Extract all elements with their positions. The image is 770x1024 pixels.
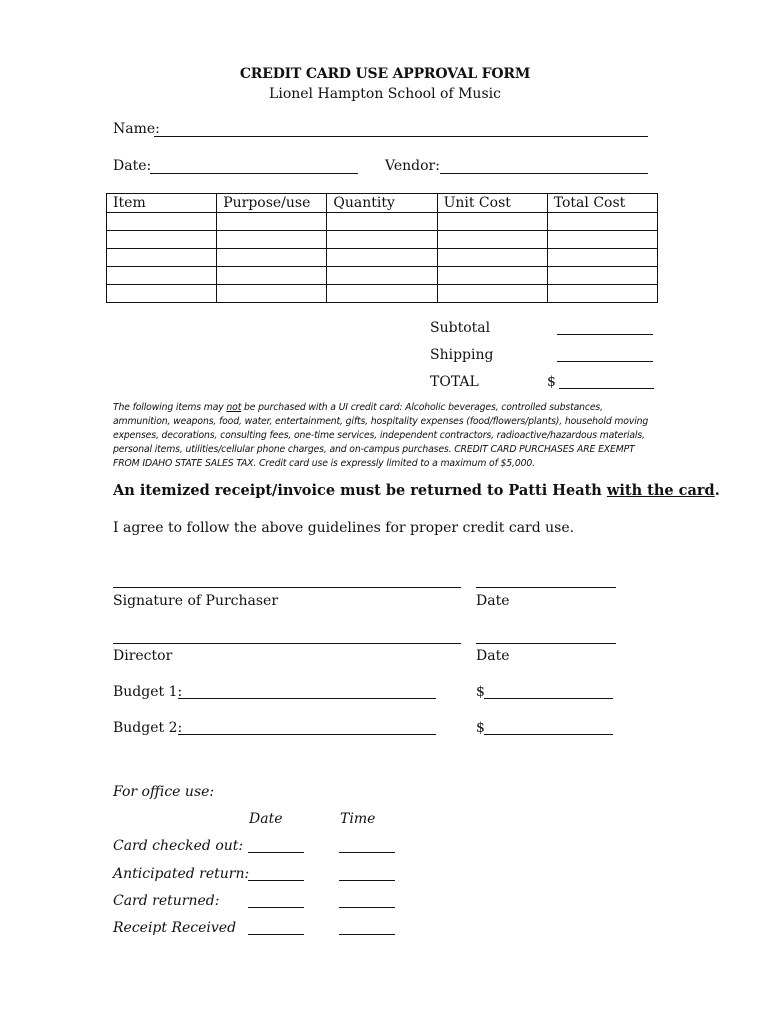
budget2-label: Budget 2:	[113, 720, 183, 736]
total-label: TOTAL	[430, 374, 479, 390]
director-date-label: Date	[476, 648, 510, 664]
card-returned-time-field[interactable]	[339, 907, 395, 908]
budget1-currency: $	[476, 684, 485, 700]
anticipated-return-date-field[interactable]	[248, 880, 304, 881]
card-checked-out-label: Card checked out:	[113, 838, 244, 854]
table-cell[interactable]	[107, 231, 217, 249]
not-emphasis: not	[226, 402, 242, 413]
column-header-quantity: Quantity	[327, 194, 437, 213]
receipt-received-time-field[interactable]	[339, 934, 395, 935]
table-cell[interactable]	[437, 285, 547, 303]
name-field[interactable]	[154, 136, 648, 137]
table-cell[interactable]	[547, 249, 657, 267]
table-cell[interactable]	[107, 249, 217, 267]
shipping-field[interactable]	[557, 361, 653, 362]
table-cell[interactable]	[217, 267, 327, 285]
column-header-unit-cost: Unit Cost	[437, 194, 547, 213]
table-cell[interactable]	[547, 267, 657, 285]
table-row	[107, 213, 658, 231]
table-cell[interactable]	[217, 285, 327, 303]
table-cell[interactable]	[437, 213, 547, 231]
column-header-item: Item	[107, 194, 217, 213]
column-header-total-cost: Total Cost	[547, 194, 657, 213]
receipt-received-label: Receipt Received	[113, 920, 237, 936]
table-cell[interactable]	[327, 285, 437, 303]
card-returned-label: Card returned:	[113, 893, 220, 909]
items-table	[106, 193, 658, 303]
form-title: CREDIT CARD USE APPROVAL FORM	[239, 66, 531, 82]
purchaser-signature-field[interactable]	[113, 587, 461, 588]
budget2-amount-field[interactable]	[484, 734, 613, 735]
table-cell[interactable]	[327, 213, 437, 231]
office-time-column: Time	[340, 811, 376, 827]
receipt-notice: An itemized receipt/invoice must be returned to Patti Heath with the card.	[113, 482, 720, 499]
anticipated-return-time-field[interactable]	[339, 880, 395, 881]
agreement-text: I agree to follow the above guidelines for proper credit card use.	[113, 520, 575, 536]
shipping-label: Shipping	[430, 347, 494, 363]
column-header-purpose: Purpose/use	[217, 194, 327, 213]
checked-out-time-field[interactable]	[339, 852, 395, 853]
table-header-row	[107, 194, 658, 213]
office-use-heading: For office use:	[113, 784, 215, 800]
table-row	[107, 249, 658, 267]
table-row	[107, 231, 658, 249]
table-cell[interactable]	[437, 249, 547, 267]
receipt-received-date-field[interactable]	[248, 934, 304, 935]
budget1-label: Budget 1:	[113, 684, 183, 700]
table-cell[interactable]	[327, 267, 437, 285]
subtotal-label: Subtotal	[430, 320, 491, 336]
anticipated-return-label: Anticipated return:	[113, 866, 250, 882]
budget1-amount-field[interactable]	[484, 698, 613, 699]
purchaser-signature-label: Signature of Purchaser	[113, 593, 279, 609]
table-cell[interactable]	[217, 231, 327, 249]
table-row	[107, 285, 658, 303]
table-cell[interactable]	[107, 285, 217, 303]
subtotal-field[interactable]	[557, 334, 653, 335]
director-date-field[interactable]	[476, 643, 616, 644]
purchaser-date-label: Date	[476, 593, 510, 609]
table-cell[interactable]	[107, 267, 217, 285]
table-cell[interactable]	[547, 285, 657, 303]
office-date-column: Date	[249, 811, 283, 827]
form-subtitle: Lionel Hampton School of Music	[269, 86, 501, 102]
with-card-emphasis: with the card	[606, 482, 715, 499]
checked-out-date-field[interactable]	[248, 852, 304, 853]
date-field[interactable]	[150, 173, 358, 174]
director-signature-field[interactable]	[113, 643, 461, 644]
card-returned-date-field[interactable]	[248, 907, 304, 908]
purchaser-date-field[interactable]	[476, 587, 616, 588]
date-label: Date:	[113, 158, 152, 174]
budget2-field[interactable]	[178, 734, 436, 735]
table-cell[interactable]	[327, 249, 437, 267]
table-cell[interactable]	[217, 249, 327, 267]
table-cell[interactable]	[327, 231, 437, 249]
vendor-field[interactable]	[440, 173, 648, 174]
table-cell[interactable]	[547, 231, 657, 249]
budget2-currency: $	[476, 720, 485, 736]
table-row	[107, 267, 658, 285]
name-label: Name:	[113, 121, 160, 137]
director-label: Director	[113, 648, 173, 664]
total-currency: $	[547, 374, 556, 390]
table-cell[interactable]	[547, 213, 657, 231]
guidelines-text: The following items may not be purchased with a UI credit card: Alcoholic beverages, controlled substances, ammunition, weapons, food, water, entertainment, gifts, hospitality expenses (food/flowers/plants), household moving expenses, decorations, consulting fees, one-time services, independent contractors, radioactive/hazardous materials, personal items, utilities/cellular phone charges, and on-campus purchases. CREDIT CARD PURCHASES ARE EXEMPT FROM IDAHO STATE SALES TAX. Credit card use is expressly limited to a maximum of $5,000.	[113, 402, 649, 469]
budget1-field[interactable]	[178, 698, 436, 699]
vendor-label: Vendor:	[385, 158, 440, 174]
table-cell[interactable]	[217, 213, 327, 231]
table-cell[interactable]	[437, 267, 547, 285]
table-cell[interactable]	[107, 213, 217, 231]
total-field[interactable]	[559, 388, 654, 389]
table-cell[interactable]	[437, 231, 547, 249]
